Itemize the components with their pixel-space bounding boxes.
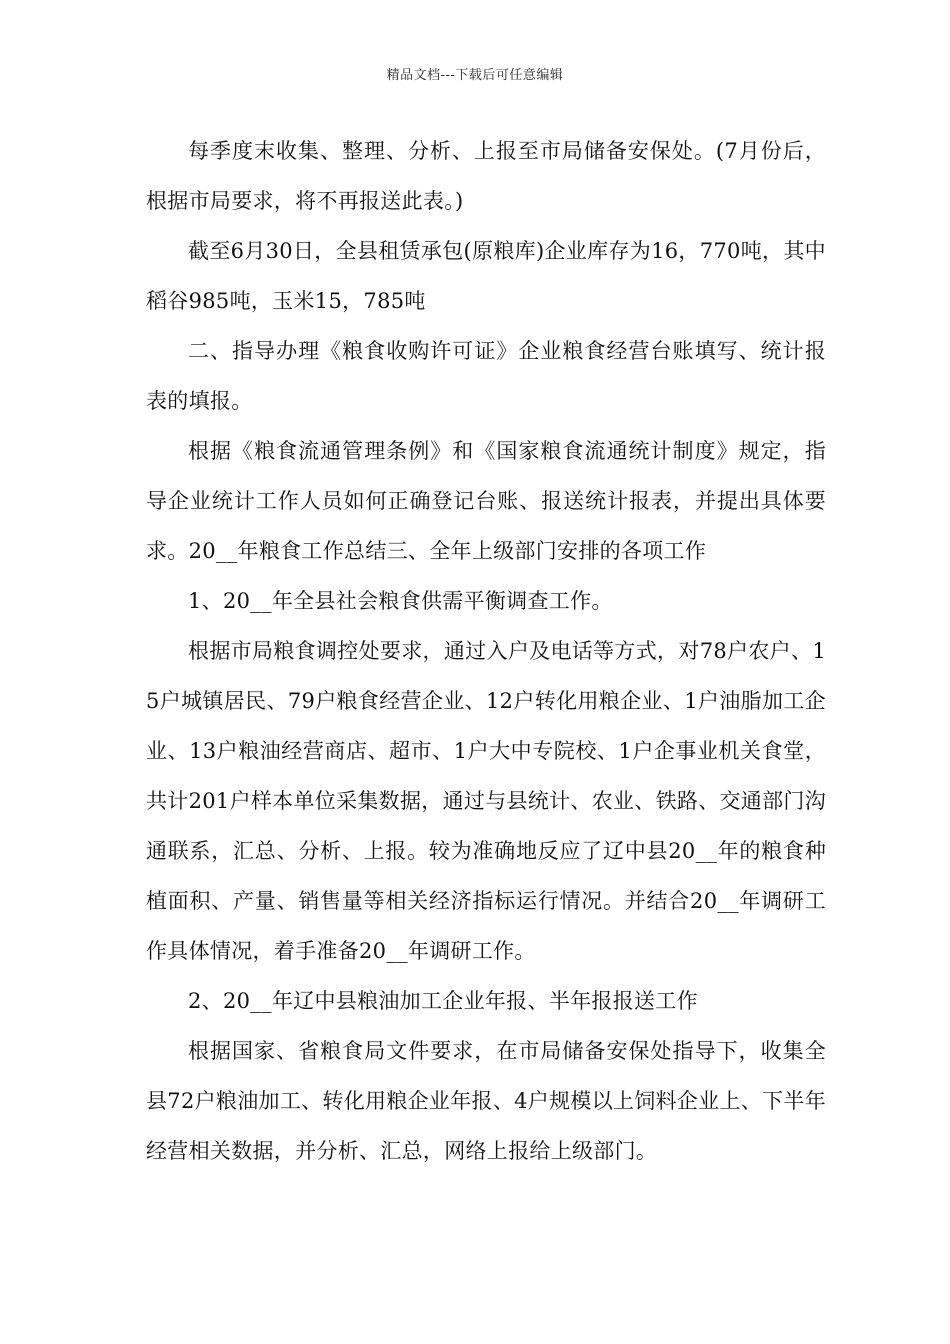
paragraph-inventory: 截至6月30日，全县租赁承包(原粮库)企业库存为16，770吨，其中稻谷985吨，玉米15，785吨	[146, 239, 826, 313]
item-heading-supply-survey: 1、20__年全县社会粮食供需平衡调查工作。	[188, 589, 613, 613]
item-heading-annual-report: 2、20__年辽中县粮油加工企业年报、半年报报送工作	[188, 989, 698, 1013]
document-body	[146, 126, 826, 1176]
page-header: 精品文档---下载后可任意编辑	[386, 68, 564, 83]
section-heading-ledger: 二、指导办理《粮食收购许可证》企业粮食经营台账填写、统计报表的填报。	[146, 339, 826, 413]
paragraph-regulations: 根据《粮食流通管理条例》和《国家粮食流通统计制度》规定，指导企业统计工作人员如何正确登记台账、报送统计报表，并提出具体要求。20__年粮食工作总结三、全年上级部门安排的各项工作	[146, 439, 826, 563]
paragraph-annual-report-details: 根据国家、省粮食局文件要求，在市局储备安保处指导下，收集全县72户粮油加工、转化用粮企业年报、4户规模以上饲料企业上、下半年经营相关数据，并分析、汇总，网络上报给上级部门。	[146, 1039, 826, 1163]
paragraph-quarterly-report: 每季度末收集、整理、分析、上报至市局储备安保处。(7月份后，根据市局要求，将不再报送此表。)	[146, 139, 826, 213]
paragraph-survey-details: 根据市局粮食调控处要求，通过入户及电话等方式，对78户农户、15户城镇居民、79户粮食经营企业、12户转化用粮企业、1户油脂加工企业、13户粮油经营商店、超市、1户大中专院校、1户企事业机关食堂，共计201户样本单位采集数据，通过与县统计、农业、铁路、交通部门沟通联系，汇总、分析、上报。较为准确地反应了辽中县20__年的粮食种植面积、产量、销售量等相关经济指标运行情况。并结合20__年调研工作具体情况，着手准备20__年调研工作。	[146, 639, 826, 963]
